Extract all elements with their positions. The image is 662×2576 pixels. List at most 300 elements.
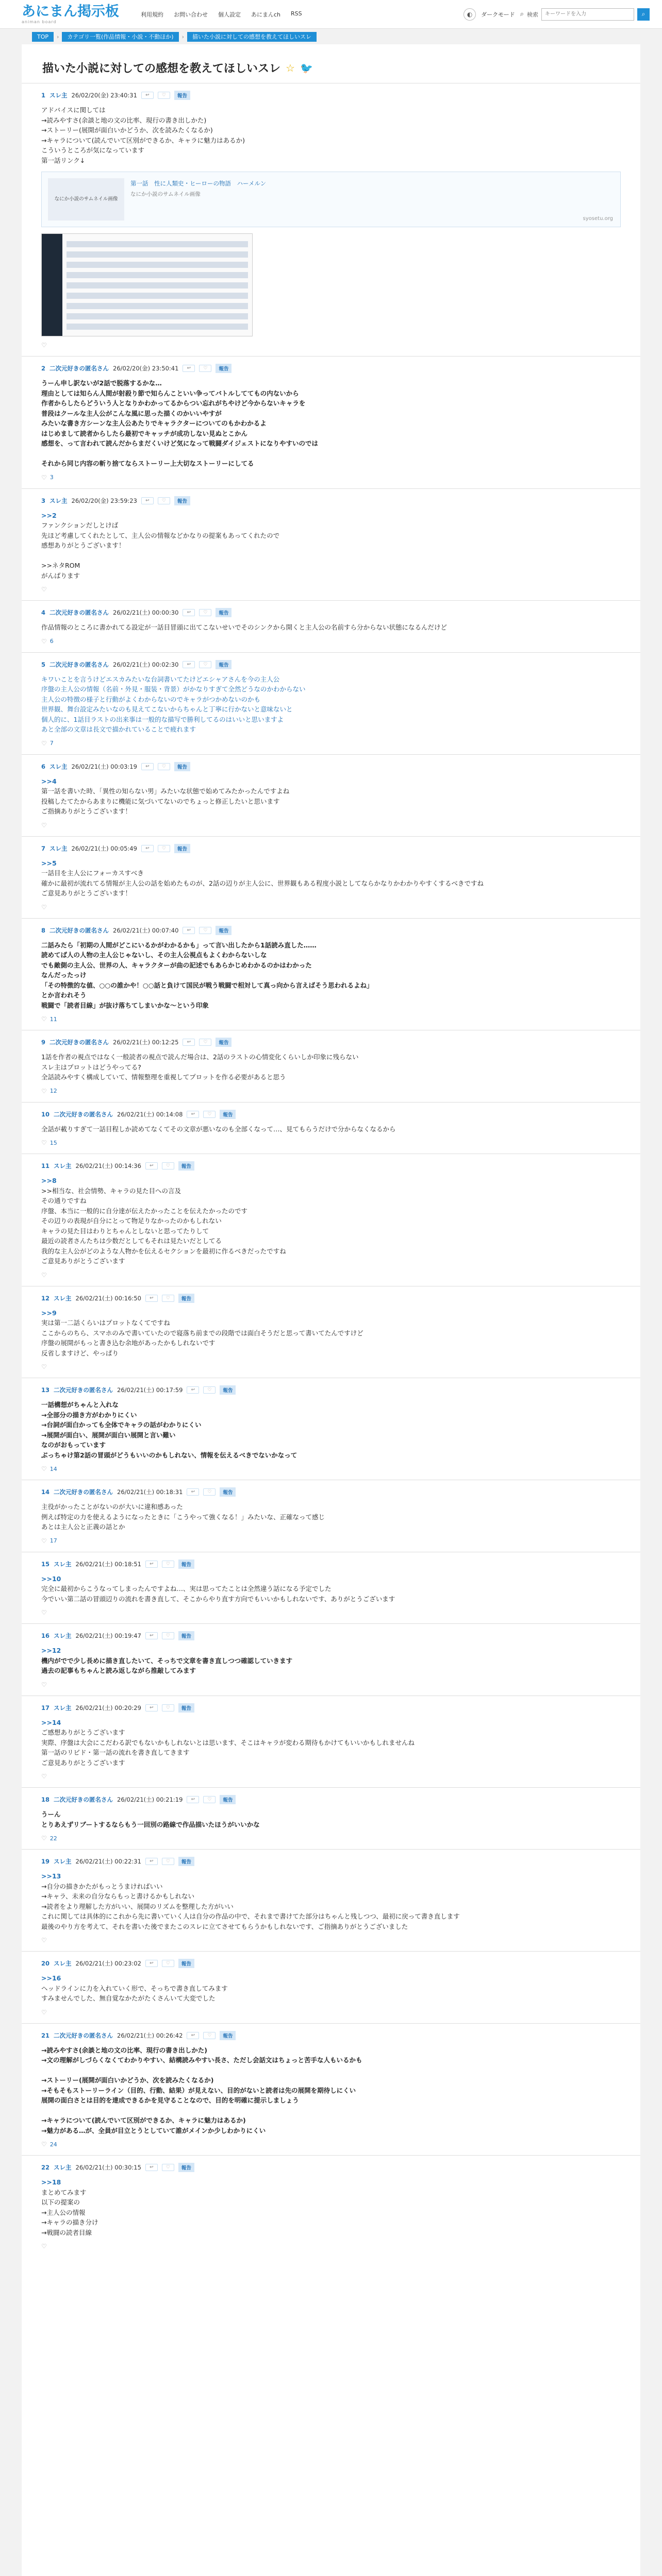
like-icon[interactable]: ♡ (199, 1039, 211, 1046)
post-date: 26/02/21(土) 00:19:47 (75, 1632, 141, 1639)
reply-icon[interactable]: ↩ (183, 1039, 195, 1046)
post-date: 26/02/20(金) 23:59:23 (71, 497, 137, 504)
post-line: 最後のやり方を考えて、それを書いた後でまたこのスレに立てさせてもらうかもしれないです、ご指摘ありがとうございました (41, 1922, 408, 1930)
report-button[interactable]: 報告 (178, 2163, 194, 2172)
reply-icon[interactable]: ↩ (187, 1488, 199, 1496)
heart-icon[interactable]: ♡ (41, 903, 47, 911)
reply-icon[interactable]: ↩ (145, 1960, 158, 1967)
heart-icon[interactable]: ♡ (41, 473, 47, 481)
post-body (41, 622, 621, 633)
like-icon[interactable]: ♡ (158, 845, 170, 852)
like-count: 22 (49, 1835, 57, 1842)
breadcrumb-separator: › (57, 33, 59, 40)
heart-icon[interactable]: ♡ (41, 1087, 47, 1095)
post-body (41, 2177, 621, 2238)
like-count: 7 (49, 740, 54, 747)
report-button[interactable]: 報告 (174, 496, 190, 505)
post-line: それから同じ内容の斬り捨てならストーリー上大切なストーリーにしてる (41, 460, 254, 467)
post-date: 26/02/21(土) 00:30:15 (75, 2164, 141, 2171)
like-icon[interactable]: ♡ (203, 2032, 216, 2039)
thread-container (22, 44, 640, 2576)
post-body (41, 1176, 621, 1266)
screenshot-row (67, 262, 248, 268)
post-line: ご指摘ありがとうございます！ (41, 807, 132, 815)
report-button[interactable]: 報告 (216, 926, 231, 935)
heart-icon[interactable]: ♡ (41, 2008, 47, 2016)
post-line: 一話目を主人公にフォーカスすべき (41, 869, 144, 877)
reply-icon[interactable]: ↩ (187, 1796, 199, 1803)
reply-icon[interactable]: ↩ (145, 1632, 158, 1639)
post-date: 26/02/21(土) 00:22:31 (75, 1858, 141, 1865)
post-header (41, 364, 621, 373)
post (22, 356, 640, 481)
like-icon[interactable]: ♡ (203, 1386, 216, 1394)
post-body (41, 105, 621, 165)
reply-icon[interactable]: ↩ (141, 763, 154, 770)
post-footer (41, 1609, 621, 1616)
post-date: 26/02/21(土) 00:00:30 (113, 609, 179, 616)
post-date: 26/02/21(土) 00:26:42 (117, 2031, 183, 2039)
post-date: 26/02/21(土) 00:05:49 (71, 844, 137, 852)
post-line: →文の理解がしづらくなくてわかりやすい、結構読みやすい長さ、ただし会話文はちょっと苦手な人もいるかも (41, 2056, 362, 2064)
heart-icon[interactable]: ♡ (41, 2141, 47, 2148)
post-line: 序盤の主人公の情報（名前・外見・服装・背景）がかなりすぎて全然どうなのかわからない (41, 685, 306, 693)
reply-icon[interactable]: ↩ (145, 1162, 158, 1170)
post-number[interactable]: 16 (41, 1632, 50, 1639)
post-number[interactable]: 9 (41, 1039, 46, 1046)
reply-icon[interactable]: ↩ (141, 92, 154, 99)
reply-icon[interactable]: ↩ (145, 2164, 158, 2171)
post-number[interactable]: 6 (41, 762, 46, 770)
post-date: 26/02/21(土) 00:16:50 (75, 1294, 141, 1302)
reply-icon[interactable]: ↩ (141, 497, 154, 504)
post (22, 1154, 640, 1279)
report-button[interactable]: 報告 (178, 1703, 194, 1713)
like-icon[interactable]: ♡ (199, 609, 211, 616)
report-button[interactable]: 報告 (178, 1560, 194, 1569)
post-line: ぶっちゃけ第2話の冒頭がどうもいいのかもしれない、情報を伝えるべきでないかなって (41, 1451, 297, 1459)
like-count: 12 (49, 1088, 57, 1094)
reply-icon[interactable]: ↩ (183, 609, 195, 616)
like-count: 6 (49, 638, 54, 645)
post-list (22, 83, 640, 2250)
post-date: 26/02/21(土) 00:03:19 (71, 762, 137, 770)
post-header (41, 1385, 621, 1395)
post-line: →読みやすさ(余談と地の文の比率、現行の書き出しかた) (41, 2046, 207, 2054)
post-line: 主人公の特徴の様子と行動がよくわからないのでキャラがつかめないのかも (41, 695, 261, 703)
poster-name: スレ主 (49, 92, 68, 99)
reply-icon[interactable]: ↩ (145, 1704, 158, 1711)
post (22, 1286, 640, 1371)
nav-terms[interactable]: 利用規約 (141, 11, 163, 18)
like-icon[interactable]: ♡ (162, 1162, 174, 1170)
post-date: 26/02/20(金) 23:50:41 (113, 365, 179, 372)
search-input[interactable] (541, 8, 634, 21)
reply-anchor-link[interactable]: >>2 (41, 511, 57, 519)
heart-icon[interactable]: ♡ (41, 1139, 47, 1146)
post-line: ご意見ありがとうございます！ (41, 889, 132, 897)
reply-icon[interactable]: ↩ (145, 1295, 158, 1302)
screenshot-row (67, 241, 248, 247)
report-button[interactable]: 報告 (216, 364, 231, 373)
post-number[interactable]: 17 (41, 1704, 50, 1711)
report-button[interactable]: 報告 (216, 608, 231, 617)
post-number[interactable]: 13 (41, 1386, 50, 1394)
post-body (41, 1871, 621, 1931)
poster-name: スレ主 (54, 1960, 72, 1967)
post-line: 戦闘で「読者目線」が抜け落ちてしまいかな〜という印象 (41, 1001, 209, 1009)
report-button[interactable]: 報告 (220, 1795, 236, 1804)
post-line: 第一話を書いた時、「異性の知らない男」みたいな状態で始めてみたかったんですよね (41, 787, 290, 795)
post-header (41, 496, 621, 505)
like-icon[interactable]: ♡ (162, 1858, 174, 1865)
post-line: 実は第一二話くらいはプロットなくてですね (41, 1319, 170, 1327)
post-line: みたいな書き方シーンな主人公あたりでキャラクターについてのもかわかるよ (41, 419, 267, 427)
post-date: 26/02/21(土) 00:21:19 (117, 1796, 183, 1803)
post-body (41, 1052, 621, 1082)
heart-icon[interactable]: ♡ (41, 821, 47, 829)
post-line: →ストーリー(展開が面白いかどうか、次を読みたくなるか) (41, 2076, 214, 2084)
poster-name: 二次元好きの匿名さん (49, 609, 109, 616)
poster-name: スレ主 (54, 1632, 72, 1639)
post (22, 488, 640, 594)
post-line: なんだったっけ (41, 971, 87, 979)
poster-name: スレ主 (54, 1858, 72, 1865)
reply-icon[interactable]: ↩ (183, 365, 195, 372)
report-button[interactable]: 報告 (174, 762, 190, 771)
heart-icon[interactable]: ♡ (41, 1835, 47, 1842)
post-body (41, 1502, 621, 1532)
like-icon[interactable]: ♡ (158, 92, 170, 99)
post (22, 918, 640, 1023)
reply-anchor-link[interactable]: >>18 (41, 2178, 61, 2186)
post (22, 1951, 640, 2016)
report-button[interactable]: 報告 (178, 1857, 194, 1866)
post-body (41, 1718, 621, 1768)
post-number[interactable]: 22 (41, 2164, 50, 2171)
post-body (41, 858, 621, 899)
heart-icon[interactable]: ♡ (41, 1015, 47, 1023)
post-date: 26/02/21(土) 00:07:40 (113, 926, 179, 934)
reply-anchor-link[interactable]: >>14 (41, 1718, 61, 1726)
post-date: 26/02/21(土) 00:23:02 (75, 1960, 141, 1967)
post-line: >>相当な、社会情勢、キャラの見た目への言及 (41, 1187, 181, 1195)
post-number[interactable]: 8 (41, 926, 46, 934)
like-icon[interactable]: ♡ (158, 497, 170, 504)
report-button[interactable]: 報告 (178, 1161, 194, 1171)
report-button[interactable]: 報告 (220, 2031, 236, 2040)
post-header (41, 1795, 621, 1804)
post-date: 26/02/21(土) 00:20:29 (75, 1704, 141, 1711)
poster-name: スレ主 (54, 2164, 72, 2171)
report-button[interactable]: 報告 (174, 91, 190, 100)
post-line: あと全部の文章は長文で描かれていることで疲れます (41, 725, 196, 733)
post-number[interactable]: 18 (41, 1796, 50, 1803)
post-line: 今でいい第二話の冒頭辺りの流れを書き直して、そこからやり直す方向でもいいかもしれないです、ありがとうございます (41, 1595, 395, 1603)
post-line: 我的な主人公がどのような人物かを伝えるセクションを最初に作るべきだったですね (41, 1247, 286, 1255)
post-number[interactable]: 11 (41, 1162, 50, 1170)
post (22, 1102, 640, 1147)
bookmark-star-icon[interactable]: ☆ (286, 61, 295, 74)
post-line: 先ほど考慮してくれたとして、主人公の情報などかなりの提案もあってくれたので (41, 531, 280, 539)
heart-icon[interactable]: ♡ (41, 1773, 47, 1780)
post-body (41, 1124, 621, 1134)
post-footer (41, 474, 621, 481)
post-number[interactable]: 10 (41, 1110, 50, 1118)
post (22, 1552, 640, 1617)
post-number[interactable]: 14 (41, 1488, 50, 1496)
screenshot-row (67, 293, 248, 299)
post-line: →魅力がある…が、全員が目立とうとしていて誰がメインか少しわかりにくい (41, 2126, 266, 2134)
poster-name: 二次元好きの匿名さん (49, 1039, 109, 1046)
poster-name: スレ主 (49, 497, 68, 504)
post-footer (41, 1015, 621, 1023)
post-line: あとは主人公と正義の話とか (41, 1523, 125, 1531)
search-icon: ⌕ (520, 10, 524, 18)
post (22, 652, 640, 747)
post-body (41, 378, 621, 469)
post-body (41, 1400, 621, 1460)
like-icon[interactable]: ♡ (158, 763, 170, 770)
like-icon[interactable]: ♡ (162, 1561, 174, 1568)
post-line: ヘッドラインに力を入れていく形で、そっちで書き直してみます (41, 1984, 228, 1992)
heart-icon[interactable]: ♡ (41, 637, 47, 645)
like-icon[interactable]: ♡ (199, 365, 211, 372)
post-line: →読みやすさ(余談と地の文の比率、現行の書き出しかた) (41, 116, 207, 124)
post-header (41, 1487, 621, 1497)
post (22, 1030, 640, 1095)
site-header (0, 0, 662, 29)
post (22, 2023, 640, 2148)
post (22, 1787, 640, 1842)
post-header (41, 1560, 621, 1569)
post-line: その通りですね (41, 1197, 87, 1205)
link-preview-card[interactable] (41, 172, 621, 227)
post-number[interactable]: 12 (41, 1294, 50, 1302)
post-header (41, 1857, 621, 1866)
screenshot-sidebar (42, 234, 62, 336)
poster-name: 二次元好きの匿名さん (54, 2031, 113, 2039)
logo-subtext: animan board (22, 19, 57, 24)
reply-anchor-link[interactable]: >>4 (41, 777, 57, 785)
poster-name: スレ主 (54, 1704, 72, 1711)
reply-anchor-link[interactable]: >>9 (41, 1309, 57, 1317)
post-footer (41, 1465, 621, 1472)
post-line: これに関しては具体的にこれから先に書いていく人は自分の作品の中で、それまで書けてた部分はちゃんと残しつつ、最初に戻って書き直します (41, 1912, 460, 1920)
breadcrumb-separator: › (181, 33, 184, 40)
breadcrumb-top[interactable]: TOP (32, 32, 54, 42)
post-header (41, 1038, 621, 1047)
post-line: 理由としては知らん人間が射殺り節で知らんこといい争ってバトルしててもの内ないから (41, 389, 299, 397)
post-line: がんばります (41, 571, 80, 580)
post-header (41, 2163, 621, 2172)
post-line: 展開の面白さとは目的を達成できるかを見守ることなので、目的を明確に提示しましょう (41, 2096, 299, 2104)
post-line: 序盤の展開がもっと書き込む余地があったかもしれないです (41, 1339, 216, 1347)
post-number[interactable]: 19 (41, 1858, 50, 1865)
heart-icon[interactable]: ♡ (41, 1537, 47, 1545)
post-line: 実際、序盤は大会にこだわる訳でもないかもしれないとは思います、そこはキャラが変わる期待もかけてもいいかもしれませんね (41, 1738, 415, 1747)
like-icon[interactable]: ♡ (203, 1796, 216, 1803)
post-body (41, 2045, 621, 2136)
like-icon[interactable]: ♡ (203, 1488, 216, 1496)
reply-anchor-link[interactable]: >>16 (41, 1974, 61, 1982)
post-footer (41, 1773, 621, 1780)
like-count: 3 (49, 474, 54, 481)
report-button[interactable]: 報告 (220, 1110, 236, 1119)
reply-icon[interactable]: ↩ (183, 927, 195, 934)
post-body (41, 776, 621, 817)
post-number[interactable]: 3 (41, 497, 46, 504)
reply-anchor-link[interactable]: >>8 (41, 1177, 57, 1184)
link-preview-title[interactable]: 第一話 性に人類史・ヒーローの物語 ハーメルン (130, 180, 267, 187)
logo-text[interactable]: あにまん掲示板 (22, 3, 119, 20)
attached-screenshot[interactable] (41, 233, 253, 336)
screenshot-row (67, 324, 248, 330)
nav-animanch[interactable]: あにまんch (251, 11, 281, 18)
post-footer (41, 2141, 621, 2148)
reply-anchor-link[interactable]: >>13 (41, 1872, 61, 1880)
reply-icon[interactable]: ↩ (187, 2032, 199, 2039)
report-button[interactable]: 報告 (216, 1038, 231, 1047)
post-line: →主人公の情報 (41, 2208, 86, 2216)
like-icon[interactable]: ♡ (199, 927, 211, 934)
post-footer (41, 2243, 621, 2250)
like-icon[interactable]: ♡ (162, 1295, 174, 1302)
heart-icon[interactable]: ♡ (41, 1363, 47, 1370)
heart-icon[interactable]: ♡ (41, 1937, 47, 1944)
heart-icon[interactable]: ♡ (41, 739, 47, 747)
post-line: 世界観、舞台設定みたいなのも見えてこないからちゃんと丁寧に行かないと意味ないと (41, 705, 293, 713)
post-date: 26/02/21(土) 00:18:31 (117, 1488, 183, 1496)
post-line: →展開が面白い、展開が面白い展開と言い難い (41, 1431, 176, 1439)
post-header (41, 608, 621, 617)
nav-contact[interactable]: お問い合わせ (174, 11, 208, 18)
post-line: うーん (41, 1810, 61, 1818)
post-line: 作者からしたらどういう人となりかわかってるからつい忘れがちやけど今からないキャラを (41, 399, 306, 407)
post-line: キャラの見た目はわりとちゃんとしないと思ってたりして (41, 1227, 209, 1235)
share-bird-icon[interactable]: 🐦 (300, 61, 313, 74)
nav-settings[interactable]: 個人設定 (218, 11, 241, 18)
post-header (41, 1631, 621, 1640)
breadcrumb-category[interactable]: カテゴリ一覧(作品情報・小説・不動ほか) (62, 32, 178, 42)
post-footer (41, 1937, 621, 1944)
post-number[interactable]: 5 (41, 660, 46, 668)
nav-rss[interactable]: RSS (291, 10, 302, 17)
post-line: キワいことを言うけどエスカみたいな台詞書いてたけどエシャアさんを今の主人公 (41, 675, 280, 683)
post-line: 感想ありがとうございます！ (41, 541, 125, 549)
reply-icon[interactable]: ↩ (141, 845, 154, 852)
like-count: 11 (49, 1015, 57, 1023)
reply-icon[interactable]: ↩ (187, 1111, 199, 1118)
post-line: 1話を作者の視点ではなく一般読者の視点で読んだ場合は、2話のラストの心情変化くらいしか印象に残らない (41, 1053, 359, 1061)
post-line: 全話読みやすく構成していて、情報整理を重視してプロットを作る必要があると思う (41, 1073, 286, 1081)
report-button[interactable]: 報告 (178, 1294, 194, 1303)
post-number[interactable]: 2 (41, 365, 46, 372)
reply-anchor-link[interactable]: >>10 (41, 1574, 61, 1583)
post-line: とか言われそう (41, 991, 87, 999)
theme-toggle-icon[interactable]: ◐ (464, 8, 476, 21)
heart-icon[interactable]: ♡ (41, 586, 47, 593)
like-icon[interactable]: ♡ (199, 661, 211, 668)
post-line: 「その特徴的な値、○○の誰かや！○○話と負けて国民が戦う戦闘で相対して真っ向から言えばそう思われるよね」 (41, 981, 373, 989)
post-line: その辺りの表現が自分にとって物足りなかったのかもしれない (41, 1217, 222, 1225)
reply-icon[interactable]: ↩ (145, 1858, 158, 1865)
poster-name: 二次元好きの匿名さん (49, 365, 109, 372)
post-date: 26/02/21(土) 00:18:51 (75, 1560, 141, 1568)
post-date: 26/02/21(土) 00:14:08 (117, 1110, 183, 1118)
post-line: →自分の描きかたがもっとうまければいい (41, 1882, 163, 1890)
search-button[interactable]: ⌕ (637, 8, 650, 21)
post-line: 作品情報のところに書かれてる設定が一話目冒頭に出てこないせいでそのシンクから開くと主人公の名前すら分からない状態になるんだけど (41, 623, 447, 631)
like-icon[interactable]: ♡ (162, 2164, 174, 2171)
report-button[interactable]: 報告 (220, 1487, 236, 1497)
post-body (41, 1809, 621, 1829)
post-line: 一話構想がちゃんと入れな (41, 1401, 119, 1409)
post-header (41, 2031, 621, 2040)
like-icon[interactable]: ♡ (162, 1704, 174, 1711)
post-line: なのがおもっています (41, 1441, 106, 1449)
post-line: 個人的に、1話目ラストの出来事は一般的な描写で勝利してるのはいいと思いますよ (41, 715, 284, 723)
like-icon[interactable]: ♡ (162, 1960, 174, 1967)
post-line: でも敵側の主人公、世界の人、キャラクターが曲の記述でもあらかじめわかるのかはわかった (41, 961, 312, 969)
heart-icon[interactable]: ♡ (41, 1465, 47, 1472)
reply-icon[interactable]: ↩ (145, 1561, 158, 1568)
breadcrumb (0, 29, 662, 44)
screenshot-row (67, 282, 248, 289)
screenshot-row (67, 251, 248, 258)
report-button[interactable]: 報告 (174, 844, 190, 853)
post-number[interactable]: 15 (41, 1560, 50, 1568)
post-number[interactable]: 1 (41, 92, 46, 99)
post-header (41, 926, 621, 935)
report-button[interactable]: 報告 (216, 660, 231, 669)
post-footer (41, 1088, 621, 1095)
heart-icon[interactable]: ♡ (41, 1271, 47, 1279)
like-icon[interactable]: ♡ (203, 1111, 216, 1118)
post-number[interactable]: 4 (41, 609, 46, 616)
like-icon[interactable]: ♡ (162, 1632, 174, 1639)
post-footer (41, 1835, 621, 1842)
reply-anchor-link[interactable]: >>5 (41, 859, 57, 867)
reply-icon[interactable]: ↩ (183, 661, 195, 668)
heart-icon[interactable]: ♡ (41, 1681, 47, 1688)
dark-mode-label[interactable]: ダークモード (481, 11, 515, 18)
post-line: 機内がでで少し長めに描き直したいて、そっちで文章を書き直しつつ確認していきます (41, 1656, 293, 1665)
report-button[interactable]: 報告 (220, 1385, 236, 1395)
heart-icon[interactable]: ♡ (41, 2243, 47, 2250)
poster-name: 二次元好きの匿名さん (49, 926, 109, 934)
post-number[interactable]: 21 (41, 2031, 50, 2039)
site-logo[interactable] (22, 5, 119, 24)
post-line: 例えば特定の力を使えるようになったときに「こうやって強くなる！」みたいな、正確なって感じ (41, 1513, 325, 1521)
reply-icon[interactable]: ↩ (187, 1386, 199, 1394)
post-line: 序盤、本当に一般的に自分達が伝えたかったことを伝えたかったのです (41, 1207, 248, 1215)
report-button[interactable]: 報告 (178, 1631, 194, 1640)
post-date: 26/02/21(土) 00:17:59 (117, 1386, 183, 1394)
reply-anchor-link[interactable]: >>12 (41, 1647, 61, 1654)
post-number[interactable]: 7 (41, 844, 46, 852)
link-preview-text (130, 172, 620, 227)
post-line: →キャラの描き分け (41, 2218, 98, 2226)
post-header (41, 762, 621, 771)
heart-icon[interactable]: ♡ (41, 1609, 47, 1616)
report-button[interactable]: 報告 (178, 1959, 194, 1968)
breadcrumb-thread[interactable]: 描いた小説に対しての感想を教えてほしいスレ (187, 32, 317, 42)
post-footer (41, 342, 621, 349)
heart-icon[interactable]: ♡ (41, 342, 47, 349)
post-number[interactable]: 20 (41, 1960, 50, 1967)
post-line: →台詞が面白かっても全体でキャラの話がわかりにくい (41, 1421, 202, 1429)
